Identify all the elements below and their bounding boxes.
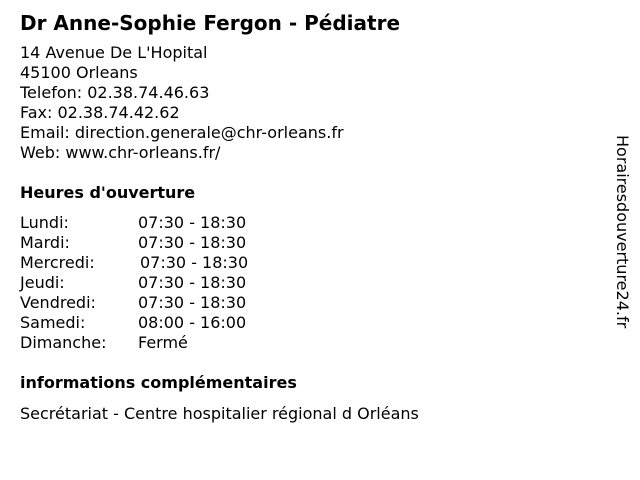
day-label: Jeudi: [20, 273, 65, 292]
time-range: 07:30 - 18:30 [138, 273, 247, 292]
site-watermark [612, 135, 632, 365]
day-label: Dimanche: [20, 333, 107, 352]
time-range: 07:30 - 18:30 [140, 253, 249, 272]
address-line-2: 45100 Orleans [20, 63, 138, 82]
additional-info-heading: informations complémentaires [20, 373, 297, 392]
day-label: Lundi: [20, 213, 69, 232]
watermark-text: Horairesdouverture24.fr [613, 135, 632, 329]
day-label: Mercredi: [20, 253, 95, 272]
email-address: Email: direction.generale@chr-orleans.fr [20, 123, 344, 142]
time-range: 08:00 - 16:00 [138, 313, 247, 332]
additional-info-text: Secrétariat - Centre hospitalier régional d Orléans [20, 404, 419, 423]
time-range: 07:30 - 18:30 [138, 213, 247, 232]
contact-block [20, 43, 344, 163]
day-label: Samedi: [20, 313, 86, 332]
phone-number: Telefon: 02.38.74.46.63 [20, 83, 210, 102]
time-range: Fermé [138, 333, 188, 352]
fax-number: Fax: 02.38.74.42.62 [20, 103, 180, 122]
day-label: Mardi: [20, 233, 70, 252]
opening-hours-heading: Heures d'ouverture [20, 183, 196, 202]
day-label: Vendredi: [20, 293, 96, 312]
time-range: 07:30 - 18:30 [138, 233, 247, 252]
website-url: Web: www.chr-orleans.fr/ [20, 143, 221, 162]
time-range: 07:30 - 18:30 [138, 293, 247, 312]
page-title: Dr Anne-Sophie Fergon - Pédiatre [20, 11, 401, 35]
address-line-1: 14 Avenue De L'Hopital [20, 43, 208, 62]
